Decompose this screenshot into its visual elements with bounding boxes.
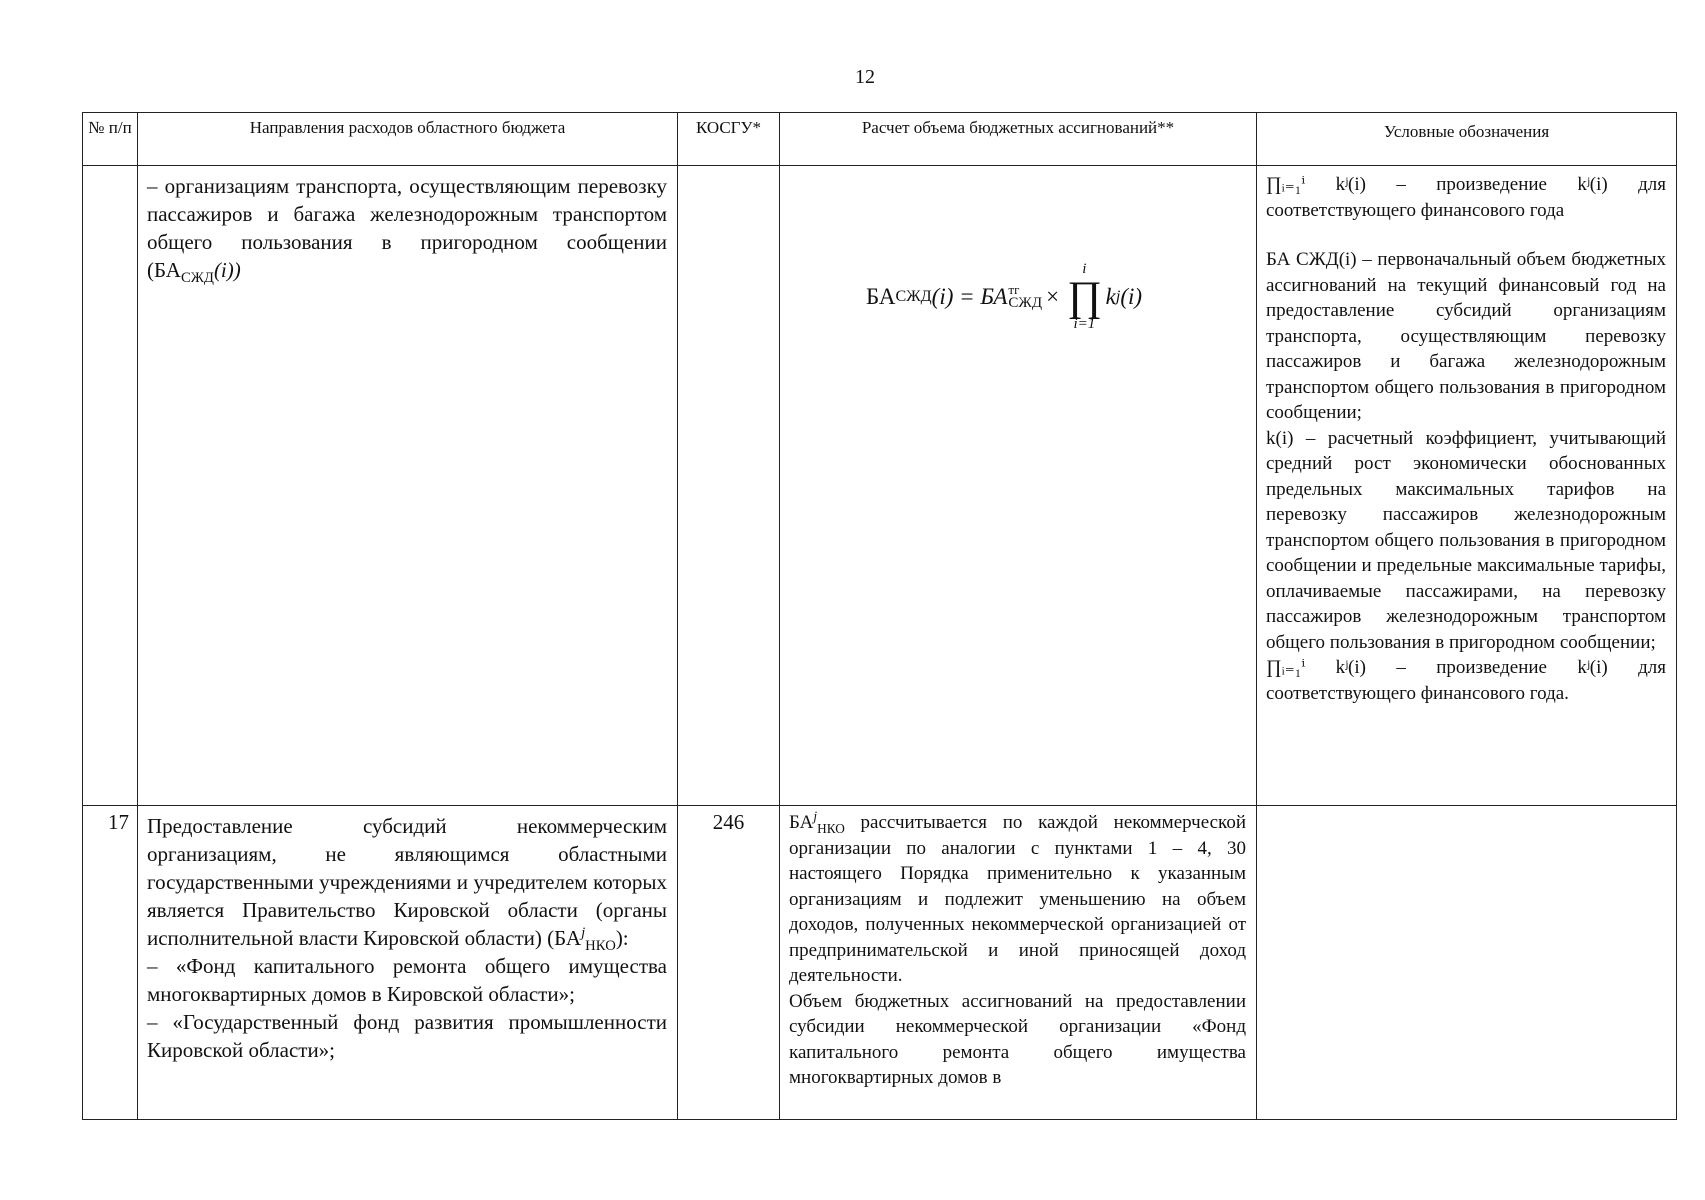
row2-calc-sub: НКО (817, 820, 845, 836)
row2-calc-prefix: БА (789, 812, 814, 833)
row2-direction-cell (138, 806, 678, 1120)
formula-prod-bottom: i=1 (1073, 316, 1096, 332)
product-icon: ∏ (1067, 274, 1102, 320)
row2-kosgu-cell (678, 806, 780, 1120)
formula-lhs: БА (866, 284, 896, 309)
row1-direction-tail: (i)) (213, 258, 241, 282)
header-direction: Направления расходов областного бюджета (138, 113, 678, 166)
header-num: № п/п (83, 113, 138, 166)
row1-notes-ba-sjd: БА СЖД(i) – первоначальный объем бюджетных ассигнований на текущий финансовый год на предоставление субсидий организациям транспорта, осуществляющим перевозку пассажиров и багажа железнодорожным транспортом общего пользования в пригородном сообщении; (1266, 249, 1666, 423)
row1-num-cell (83, 166, 138, 806)
table-row (83, 806, 1677, 1120)
product-symbol (1067, 262, 1102, 332)
row1-direction-cell (138, 166, 678, 806)
header-notes: Условные обозначения (1257, 113, 1677, 166)
formula-times: × (1046, 284, 1060, 309)
formula-prod-top: i (1082, 261, 1087, 277)
formula-rhs-sub: СЖД (1008, 295, 1043, 311)
row2-direction-text: Предоставление субсидий некоммерческим организациям, не являющимся областными государственными учреждениями и учредителем которых является Правительство Кировской области (органы исполнительной власти Кировской области) (БА (147, 814, 667, 950)
row2-number: 17 (108, 810, 129, 834)
row1-notes-product-2: ∏ᵢ₌₁ⁱ kʲ(i) – произведение kʲ(i) для соответствующего финансового года. (1266, 657, 1666, 704)
formula-lhs-arg: (i) = БА (931, 284, 1008, 309)
row2-notes-cell (1257, 806, 1677, 1120)
row1-direction-sub: СЖД (180, 270, 214, 287)
formula-rhs-sup: тг (1008, 282, 1020, 297)
row2-calc-sup: j (813, 808, 818, 824)
formula-ba-sjd: БА СЖД (i) = БА тг СЖД × i ∏ i=1 k j (i) (866, 261, 1143, 332)
row2-kosgu: 246 (712, 810, 745, 834)
row2-calc-cell (780, 806, 1257, 1120)
row2-direction-sup: j (581, 925, 586, 941)
row2-calc-text: рассчитывается по каждой некоммерческой организации по аналогии с пунктами 1 – 4, 30 настоящего Порядка применительно к указанным организациям и подлежит уменьшению на объем доходов, полученных некоммерческой организацией от предпринимательской и иной приносящей доход деятельности. (789, 812, 1246, 986)
row2-num-cell (83, 806, 138, 1120)
row1-notes-cell (1257, 166, 1677, 806)
formula-prod-arg: (i) (1120, 284, 1143, 309)
row2-direction-tail: ): (615, 926, 629, 950)
row2-item-2: – «Государственный фонд развития промышленности Кировской области»; (147, 1010, 667, 1062)
page-number: 12 (855, 66, 875, 88)
header-kosgu: КОСГУ* (678, 113, 780, 166)
row2-direction-sub: НКО (585, 938, 616, 955)
header-calc: Расчет объема бюджетных ассигнований** (780, 113, 1257, 166)
row1-kosgu-cell (678, 166, 780, 806)
table-header-row (83, 113, 1677, 166)
row2-calc-text-2: Объем бюджетных ассигнований на предоставлении субсидии некоммерческой организации «Фонд капитального ремонта общего имущества многоквартирных домов в (789, 990, 1246, 1088)
row1-notes-k: k(i) – расчетный коэффициент, учитывающий средний рост экономически обоснованных предельных максимальных тарифов на перевозку пассажиров железнодорожным транспортом общего пользования в пригородном сообщении и предельные максимальные тарифы, оплачиваемые пассажирами, на перевозку пассажиров железнодорожным транспортом общего пользования в пригородном сообщении; (1266, 427, 1666, 653)
row1-notes-product-1: ∏ᵢ₌₁ⁱ kʲ(i) – произведение kʲ(i) для соответствующего финансового года (1266, 174, 1666, 221)
row1-direction-text: – организациям транспорта, осуществляющим перевозку пассажиров и багажа железнодорожным транспортом общего пользования в пригородном сообщении (БА (147, 174, 667, 282)
formula-prod-body: k (1105, 284, 1116, 309)
row2-item-1: – «Фонд капитального ремонта общего имущества многоквартирных домов в Кировской области»; (147, 954, 667, 1006)
